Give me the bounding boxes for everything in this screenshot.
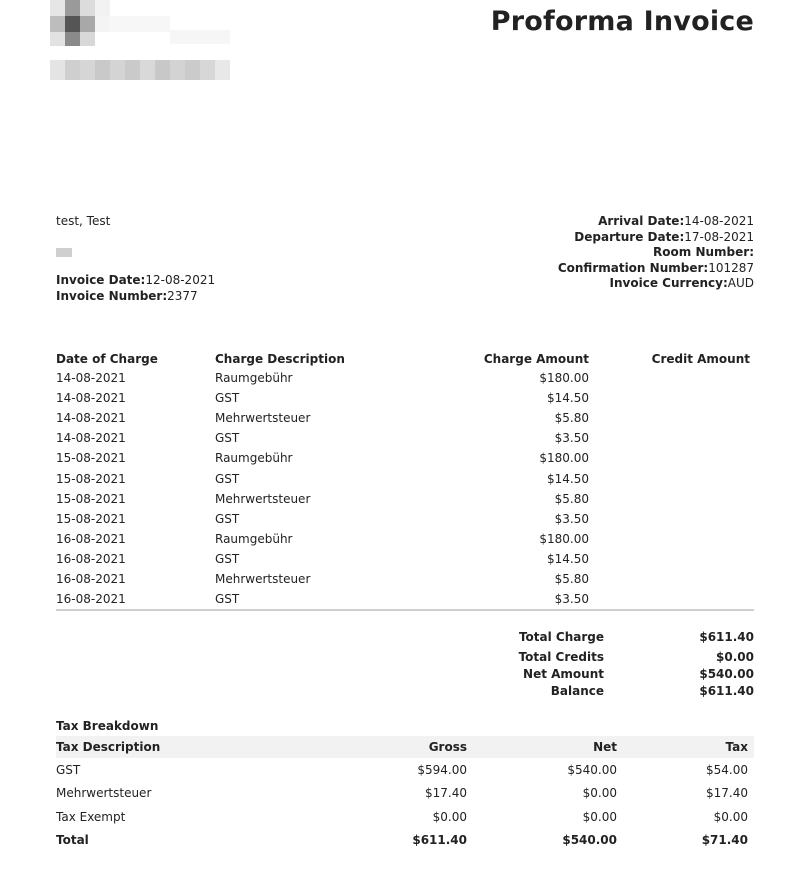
tax-description: Mehrwertsteuer <box>56 786 152 801</box>
tax-description: Tax Exempt <box>56 809 126 824</box>
tax-row <box>56 805 754 829</box>
charge-row <box>56 388 754 408</box>
total-charge-line <box>454 627 754 646</box>
charge-description: Raumgebühr <box>215 531 293 546</box>
tax-header-tax: Tax <box>725 740 748 754</box>
net-amount-value: $540.00 <box>699 666 754 681</box>
charge-row <box>56 509 754 529</box>
charge-amount: $180.00 <box>539 371 589 386</box>
currency-label: Invoice Currency: <box>609 276 728 290</box>
net-amount-label: Net Amount <box>523 666 604 681</box>
tax-header <box>56 736 754 758</box>
tax-table <box>56 736 754 852</box>
charge-row <box>56 489 754 509</box>
total-charge-label: Total Charge <box>518 629 604 644</box>
charge-row <box>56 549 754 569</box>
tax-gross: $0.00 <box>432 809 467 824</box>
charge-amount: $3.50 <box>554 592 589 607</box>
charge-date: 15-08-2021 <box>56 491 126 506</box>
room-line <box>558 245 754 261</box>
currency-line <box>558 276 754 292</box>
confirmation-label: Confirmation Number: <box>557 260 709 275</box>
charge-date: 14-08-2021 <box>56 431 126 446</box>
tax-gross: $594.00 <box>417 762 467 777</box>
charge-amount: $180.00 <box>539 531 589 546</box>
arrival-line <box>558 214 754 230</box>
charge-description: GST <box>215 592 240 607</box>
charge-amount: $5.80 <box>554 571 589 586</box>
charge-description: GST <box>215 471 240 486</box>
charge-date: 15-08-2021 <box>56 471 126 486</box>
charge-date: 15-08-2021 <box>56 451 126 466</box>
tax-header-description: Tax Description <box>56 740 161 754</box>
tax-amount: $0.00 <box>713 809 748 824</box>
charge-row <box>56 368 754 388</box>
charge-date: 16-08-2021 <box>56 531 126 546</box>
charge-row <box>56 569 754 589</box>
charge-description: Raumgebühr <box>215 371 293 386</box>
departure-value: 17-08-2021 <box>684 229 754 244</box>
charge-amount: $3.50 <box>554 511 589 526</box>
charge-amount: $14.50 <box>547 551 589 566</box>
invoice-date-value: 12-08-2021 <box>145 273 216 287</box>
header-description: Charge Description <box>215 352 345 366</box>
totals-summary <box>454 627 754 699</box>
header-amount: Charge Amount <box>483 352 589 366</box>
tax-header-gross: Gross <box>428 740 467 754</box>
document-title: Proforma Invoice <box>490 6 754 37</box>
charge-description: GST <box>215 431 240 446</box>
total-charge-value: $611.40 <box>699 629 754 644</box>
tax-row <box>56 782 754 806</box>
departure-label: Departure Date: <box>574 229 685 244</box>
charge-date: 16-08-2021 <box>56 592 126 607</box>
confirmation-line <box>558 261 754 277</box>
header-date: Date of Charge <box>56 352 158 366</box>
tax-header-net: Net <box>593 740 617 754</box>
balance-value: $611.40 <box>699 683 754 698</box>
tax-total-row <box>56 829 754 853</box>
departure-line <box>558 230 754 246</box>
total-credits-value: $0.00 <box>716 649 754 664</box>
charge-description: GST <box>215 511 240 526</box>
tax-net: $0.00 <box>582 786 617 801</box>
charge-amount: $14.50 <box>547 471 589 486</box>
charge-date: 16-08-2021 <box>56 551 126 566</box>
tax-total-net: $540.00 <box>562 833 617 848</box>
tax-total-label: Total <box>56 833 89 848</box>
charge-row <box>56 408 754 428</box>
balance-label: Balance <box>550 683 604 698</box>
arrival-label: Arrival Date: <box>598 214 685 228</box>
balance-line <box>454 682 754 699</box>
tax-row <box>56 758 754 782</box>
charge-amount: $14.50 <box>547 391 589 406</box>
charge-description: GST <box>215 551 240 566</box>
header-credit: Credit Amount <box>651 352 750 366</box>
invoice-number-label: Invoice Number: <box>56 289 168 303</box>
charge-amount: $5.80 <box>554 491 589 506</box>
charges-header <box>56 352 754 368</box>
charge-date: 14-08-2021 <box>56 371 126 386</box>
charge-row <box>56 468 754 488</box>
charge-date: 16-08-2021 <box>56 571 126 586</box>
room-label: Room Number: <box>653 245 754 259</box>
tax-net: $0.00 <box>582 809 617 824</box>
charge-date: 14-08-2021 <box>56 411 126 426</box>
redacted-address <box>56 248 72 257</box>
invoice-number-value: 2377 <box>167 289 198 303</box>
tax-total-gross: $611.40 <box>412 833 467 848</box>
charges-table <box>56 352 754 609</box>
charge-date: 15-08-2021 <box>56 511 126 526</box>
stay-info <box>558 214 754 292</box>
arrival-value: 14-08-2021 <box>684 214 754 228</box>
charge-row <box>56 448 754 468</box>
invoice-number-line <box>56 288 215 304</box>
total-credits-line <box>454 648 754 665</box>
charge-amount: $180.00 <box>539 451 589 466</box>
charge-row <box>56 589 754 609</box>
tax-net: $540.00 <box>567 762 617 777</box>
invoice-date-line <box>56 272 215 288</box>
tax-amount: $54.00 <box>706 762 748 777</box>
charge-description: Mehrwertsteuer <box>215 411 311 426</box>
charge-description: Raumgebühr <box>215 451 293 466</box>
charge-row <box>56 529 754 549</box>
invoice-info <box>56 272 215 304</box>
tax-breakdown-title: Tax Breakdown <box>56 719 159 733</box>
tax-gross: $17.40 <box>425 786 467 801</box>
charge-row <box>56 428 754 448</box>
invoice-date-label: Invoice Date: <box>56 273 146 287</box>
tax-total-tax: $71.40 <box>701 833 748 848</box>
hotel-logo <box>50 0 235 85</box>
charge-description: Mehrwertsteuer <box>215 491 311 506</box>
charges-divider <box>56 609 754 611</box>
tax-description: GST <box>56 762 81 777</box>
charge-date: 14-08-2021 <box>56 391 126 406</box>
currency-value: AUD <box>727 276 754 290</box>
charge-description: Mehrwertsteuer <box>215 571 311 586</box>
charge-description: GST <box>215 391 240 406</box>
guest-name: test, Test <box>56 214 111 228</box>
charge-amount: $3.50 <box>554 431 589 446</box>
tax-amount: $17.40 <box>706 786 748 801</box>
confirmation-value: 101287 <box>708 260 754 275</box>
total-credits-label: Total Credits <box>518 649 604 664</box>
charge-amount: $5.80 <box>554 411 589 426</box>
net-amount-line <box>454 665 754 682</box>
